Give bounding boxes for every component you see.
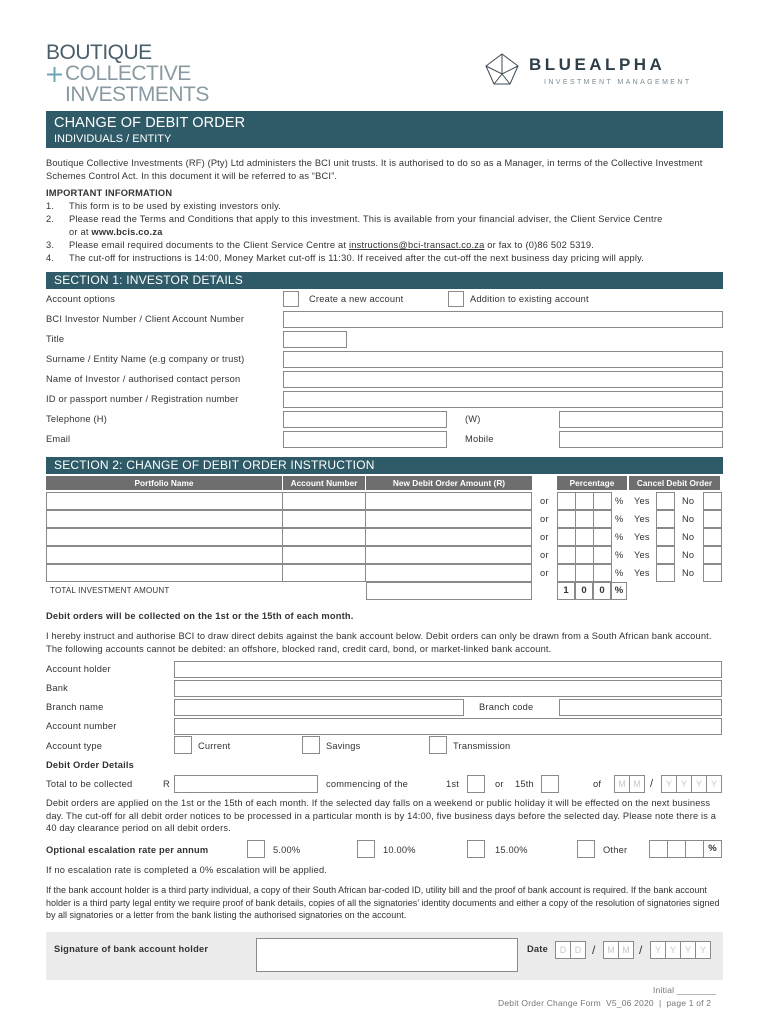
percentage-digit-cell[interactable] — [557, 492, 576, 510]
of-label: of — [593, 779, 602, 789]
tel-w-input[interactable] — [559, 411, 723, 428]
sig-year-3[interactable]: Y — [680, 941, 696, 959]
total-investment-input[interactable] — [366, 582, 532, 600]
diamond-logo-icon — [484, 52, 520, 86]
percentage-digit-cell[interactable] — [593, 564, 612, 582]
website-link[interactable]: www.bcis.co.za — [91, 227, 163, 237]
mobile-label: Mobile — [465, 434, 494, 444]
account-number-cell[interactable] — [282, 528, 366, 546]
email-link[interactable]: instructions@bci-transact.co.za — [348, 240, 485, 250]
or-text: or — [540, 496, 549, 506]
bank-label: Bank — [46, 683, 68, 693]
email-label: Email — [46, 434, 71, 444]
esc-other-digit-1[interactable] — [649, 840, 668, 858]
percentage-digit-cell[interactable] — [557, 546, 576, 564]
portfolio-name-cell[interactable] — [46, 564, 283, 582]
sig-year-1[interactable]: Y — [650, 941, 666, 959]
fifteenth-checkbox[interactable] — [541, 775, 559, 793]
bluealpha-name: BLUEALPHA — [529, 55, 666, 74]
esc-10-checkbox[interactable] — [357, 840, 375, 858]
no-label: No — [682, 514, 695, 524]
important-num-2: 2. — [46, 214, 55, 224]
create-new-account-label: Create a new account — [309, 294, 404, 304]
first-checkbox[interactable] — [467, 775, 485, 793]
esc-other-pct: % — [703, 840, 722, 858]
percent-sign: % — [615, 532, 624, 542]
important-item-2: Please read the Terms and Conditions that apply to this investment. This is available from your financial adviser, the Client Service Centre — [69, 214, 663, 224]
amount-cell[interactable] — [365, 546, 532, 564]
percent-sign: % — [615, 550, 624, 560]
no-checkbox[interactable] — [703, 546, 722, 564]
yes-checkbox[interactable] — [656, 492, 675, 510]
form-footer: Debit Order Change Form V5_06 2020 | page 1 of 2 — [498, 998, 712, 1008]
transmission-checkbox[interactable] — [429, 736, 447, 754]
signature-input[interactable] — [256, 938, 518, 972]
title-input[interactable] — [283, 331, 347, 348]
percentage-digit-cell[interactable] — [593, 492, 612, 510]
existing-account-label: Addition to existing account — [470, 294, 589, 304]
or-text: or — [540, 514, 549, 524]
sig-year-4[interactable]: Y — [695, 941, 711, 959]
bluealpha-sub: INVESTMENT MANAGEMENT — [544, 79, 692, 86]
transmission-label: Transmission — [453, 741, 511, 751]
percentage-digit-cell[interactable] — [593, 528, 612, 546]
existing-account-checkbox[interactable] — [448, 291, 464, 307]
esc-other-digit-3[interactable] — [685, 840, 704, 858]
sig-day-1[interactable]: D — [555, 941, 571, 959]
sig-year-2[interactable]: Y — [665, 941, 681, 959]
savings-label: Savings — [326, 741, 361, 751]
esc-other-digit-2[interactable] — [667, 840, 686, 858]
percentage-digit-cell[interactable] — [557, 528, 576, 546]
page-title: CHANGE OF DEBIT ORDER — [54, 115, 246, 131]
important-item-4: The cut-off for instructions is 14:00, Money Market cut-off is 11:30. If received after the cut-off the next business day pricing will apply. — [69, 253, 645, 263]
amount-cell[interactable] — [365, 528, 532, 546]
commence-year-2[interactable]: Y — [676, 775, 692, 793]
percent-sign: % — [615, 568, 624, 578]
account-options-label: Account options — [46, 294, 116, 304]
percentage-digit-cell[interactable] — [557, 510, 576, 528]
create-new-account-checkbox[interactable] — [283, 291, 299, 307]
commence-year-1[interactable]: Y — [661, 775, 677, 793]
esc-15-checkbox[interactable] — [467, 840, 485, 858]
or-text: or — [540, 568, 549, 578]
current-checkbox[interactable] — [174, 736, 192, 754]
percentage-digit-cell[interactable] — [575, 492, 594, 510]
esc-other-label: Other — [603, 845, 628, 855]
intro-text: Boutique Collective Investments (RF) (Pty) Ltd administers the BCI unit trusts. It is authorised to do so as a Manager, in terms of the Collective Investment Schemes Control Act. In this document it will be referred to as “BCI”. — [46, 158, 703, 181]
account-type-label: Account type — [46, 741, 103, 751]
no-checkbox[interactable] — [703, 510, 722, 528]
total-digit-4: % — [611, 582, 627, 600]
important-num-4: 4. — [46, 253, 55, 263]
percentage-digit-cell[interactable] — [575, 528, 594, 546]
portfolio-name-cell[interactable] — [46, 528, 283, 546]
yes-checkbox[interactable] — [656, 564, 675, 582]
collect-note: Debit orders will be collected on the 1st or the 15th of each month. — [46, 611, 354, 621]
percentage-digit-cell[interactable] — [557, 564, 576, 582]
portfolio-name-cell[interactable] — [46, 510, 283, 528]
no-checkbox[interactable] — [703, 564, 722, 582]
percentage-digit-cell[interactable] — [593, 510, 612, 528]
account-number-cell[interactable] — [282, 546, 366, 564]
total-digit-1: 1 — [557, 582, 575, 600]
no-label: No — [682, 550, 695, 560]
first-label: 1st — [446, 779, 460, 789]
important-item-1: This form is to be used by existing investors only. — [69, 201, 282, 211]
percentage-digit-cell[interactable] — [593, 546, 612, 564]
yes-label: Yes — [634, 532, 650, 542]
amount-cell[interactable] — [365, 564, 532, 582]
applied-note: Debit orders are applied on the 1st or the 15th of each month. If the selected day falls on a weekend or public holiday it will be effected on the next business day. The cut-off for all debit order notices to be processed in a particular month is by 14:00, five business days before the selected day. Please note there is a 40 day clearance period on all debit orders. — [46, 798, 717, 833]
page-subtitle: INDIVIDUALS / ENTITY — [54, 133, 172, 145]
no-label: No — [682, 532, 695, 542]
commencing-label: commencing of the — [326, 779, 408, 789]
sig-slash-2: / — [639, 943, 643, 957]
portfolio-name-cell[interactable] — [46, 492, 283, 510]
fifteenth-label: 15th — [515, 779, 534, 789]
initial-field: Initial ________ — [653, 985, 717, 995]
account-holder-input[interactable] — [174, 661, 722, 678]
logo-line-3: INVESTMENTS — [65, 83, 209, 106]
current-label: Current — [198, 741, 231, 751]
logo-plus-icon — [46, 66, 63, 83]
amount-cell[interactable] — [365, 510, 532, 528]
boutique-logo — [46, 42, 216, 104]
signature-label: Signature of bank account holder — [54, 944, 209, 954]
bluealpha-logo — [484, 52, 724, 92]
account-number-cell[interactable] — [282, 510, 366, 528]
surname-input[interactable] — [283, 351, 723, 368]
item-3-prefix: Please email required documents to the Client Service Centre at — [69, 240, 349, 250]
commence-month-1[interactable]: M — [614, 775, 630, 793]
no-label: No — [682, 496, 695, 506]
no-checkbox[interactable] — [703, 492, 722, 510]
sig-month-1[interactable]: M — [603, 941, 619, 959]
third-party-note: If the bank account holder is a third party individual, a copy of their South African bar-coded ID, utility bill and the proof of bank account is required. If the bank account holder is a third party legal entity we require proof of bank details, copies of all the signatories’ identity documents and either a copy of the resolution of signatories signed by all signatories or a letter from the bank listing the authorised signatories on the account. — [46, 885, 720, 920]
or-text: or — [540, 550, 549, 560]
surname-label: Surname / Entity Name (e.g company or trust) — [46, 354, 245, 364]
commence-year-3[interactable]: Y — [691, 775, 707, 793]
bci-number-label: BCI Investor Number / Client Account Number — [46, 314, 245, 324]
bci-number-input[interactable] — [283, 311, 723, 328]
commence-month-2[interactable]: M — [629, 775, 645, 793]
amount-cell[interactable] — [365, 492, 532, 510]
percent-sign: % — [615, 496, 624, 506]
col-amount-header: New Debit Order Amount (R) — [366, 476, 532, 490]
sig-day-2[interactable]: D — [570, 941, 586, 959]
investor-name-label: Name of Investor / authorised contact person — [46, 374, 241, 384]
savings-checkbox[interactable] — [302, 736, 320, 754]
authorise-text: I hereby instruct and authorise BCI to draw direct debits against the bank account below. Debit orders can only be drawn from a South African bank account. The following accounts cannot be debited: an offshore, blocked rand, credit card, bond, or market-linked bank account. — [46, 631, 712, 654]
total-collected-label: Total to be collected — [46, 779, 133, 789]
investor-name-input[interactable] — [283, 371, 723, 388]
or-label: or — [495, 779, 504, 789]
tel-w-label: (W) — [465, 414, 481, 424]
no-checkbox[interactable] — [703, 528, 722, 546]
no-escalation-note: If no escalation rate is completed a 0% escalation will be applied. — [46, 865, 328, 875]
total-digit-2: 0 — [575, 582, 593, 600]
yes-checkbox[interactable] — [656, 528, 675, 546]
id-number-label: ID or passport number / Registration number — [46, 394, 239, 404]
date-label: Date — [527, 944, 548, 954]
r-label: R — [163, 779, 170, 789]
percentage-digit-cell[interactable] — [575, 546, 594, 564]
col-percentage-header: Percentage — [557, 476, 627, 490]
col-portfolio-header: Portfolio Name — [46, 476, 282, 490]
title-label: Title — [46, 334, 65, 344]
account-number-label: Account number — [46, 721, 117, 731]
total-collected-input[interactable] — [174, 775, 318, 793]
branch-code-label: Branch code — [479, 702, 534, 712]
account-number-input[interactable] — [174, 718, 722, 735]
account-number-cell[interactable] — [282, 564, 366, 582]
branch-name-input[interactable] — [174, 699, 464, 716]
yes-checkbox[interactable] — [656, 546, 675, 564]
percent-sign: % — [615, 514, 624, 524]
important-num-3: 3. — [46, 240, 55, 250]
email-input[interactable] — [283, 431, 447, 448]
section1-header: SECTION 1: INVESTOR DETAILS — [46, 272, 723, 289]
no-label: No — [682, 568, 695, 578]
id-number-input[interactable] — [283, 391, 723, 408]
total-investment-label: TOTAL INVESTMENT AMOUNT — [50, 586, 170, 595]
important-num-1: 1. — [46, 201, 55, 211]
mobile-input[interactable] — [559, 431, 723, 448]
yes-label: Yes — [634, 514, 650, 524]
percentage-digit-cell[interactable] — [575, 510, 594, 528]
section2-header: SECTION 2: CHANGE OF DEBIT ORDER INSTRUCTION — [46, 457, 723, 474]
yes-label: Yes — [634, 568, 650, 578]
esc-5-label: 5.00% — [273, 845, 301, 855]
percentage-digit-cell[interactable] — [575, 564, 594, 582]
tel-h-label: Telephone (H) — [46, 414, 107, 424]
esc-5-checkbox[interactable] — [247, 840, 265, 858]
esc-other-checkbox[interactable] — [577, 840, 595, 858]
branch-code-input[interactable] — [559, 699, 722, 716]
portfolio-name-cell[interactable] — [46, 546, 283, 564]
total-digit-3: 0 — [593, 582, 611, 600]
yes-label: Yes — [634, 550, 650, 560]
tel-h-input[interactable] — [283, 411, 447, 428]
col-account-header: Account Number — [283, 476, 365, 490]
title-bar — [46, 111, 723, 148]
important-item-3 — [69, 240, 594, 250]
col-cancel-header: Cancel Debit Order — [629, 476, 720, 490]
important-heading: IMPORTANT INFORMATION — [46, 188, 173, 198]
debit-details-heading: Debit Order Details — [46, 760, 135, 770]
important-item-2b — [69, 227, 163, 237]
bank-input[interactable] — [174, 680, 722, 697]
account-number-cell[interactable] — [282, 492, 366, 510]
esc-15-label: 15.00% — [495, 845, 528, 855]
item-3-suffix: or fax to (0)86 502 5319. — [484, 240, 595, 250]
escalation-label: Optional escalation rate per annum — [46, 845, 209, 855]
esc-10-label: 10.00% — [383, 845, 416, 855]
logo-line-1: BOUTIQUE — [46, 41, 152, 64]
item-2b-prefix: or at — [69, 227, 92, 237]
logo-line-2: COLLECTIVE — [65, 62, 191, 85]
branch-name-label: Branch name — [46, 702, 104, 712]
commence-year-4[interactable]: Y — [706, 775, 722, 793]
yes-checkbox[interactable] — [656, 510, 675, 528]
account-holder-label: Account holder — [46, 664, 111, 674]
yes-label: Yes — [634, 496, 650, 506]
or-text: or — [540, 532, 549, 542]
commence-slash: / — [650, 778, 654, 790]
sig-slash-1: / — [592, 943, 596, 957]
sig-month-2[interactable]: M — [618, 941, 634, 959]
